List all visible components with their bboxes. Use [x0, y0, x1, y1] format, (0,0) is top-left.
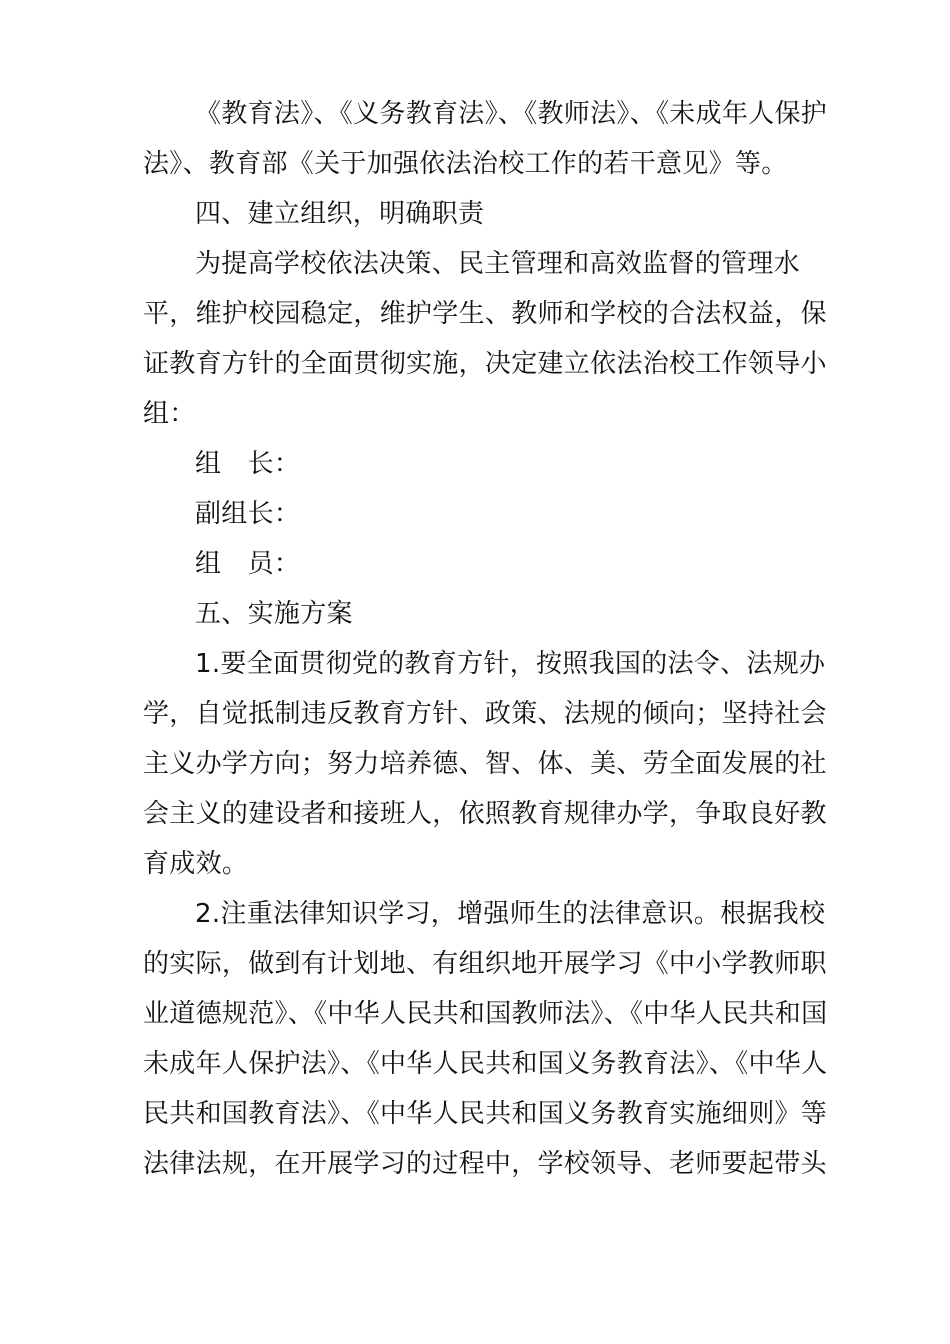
paragraph-line: 主义办学方向；努力培养德、智、体、美、劳全面发展的社	[143, 749, 827, 779]
paragraph-line: 2.注重法律知识学习，增强师生的法律意识。根据我校	[195, 899, 826, 929]
paragraph-line: 平，维护校园稳定，维护学生、教师和学校的合法权益，保	[143, 299, 827, 329]
paragraph-line: 业道德规范》、《中华人民共和国教师法》、《中华人民共和国	[143, 999, 828, 1029]
paragraph-line: 会主义的建设者和接班人，依照教育规律办学，争取良好教	[143, 799, 827, 829]
role-leader-label: 组 长：	[195, 449, 301, 479]
role-members	[0, 539, 950, 589]
paragraph-line: 法》、教育部《关于加强依法治校工作的若干意见》等。	[143, 149, 788, 179]
paragraph-line: 证教育方针的全面贯彻实施，决定建立依法治校工作领导小	[143, 349, 827, 379]
role-members-label: 组 员：	[195, 549, 301, 579]
paragraph-line: 的实际，做到有计划地、有组织地开展学习《中小学教师职	[143, 949, 827, 979]
paragraph-line: 育成效。	[143, 849, 249, 879]
paragraph-line: 未成年人保护法》、《中华人民共和国义务教育法》、《中华人	[143, 1049, 828, 1079]
section-heading-4: 四、建立组织，明确职责	[195, 199, 485, 229]
paragraph-line: 1.要全面贯彻党的教育方针，按照我国的法令、法规办	[195, 649, 826, 679]
paragraph-line: 法律法规，在开展学习的过程中，学校领导、老师要起带头	[143, 1149, 827, 1179]
section-heading-5: 五、实施方案	[195, 599, 353, 629]
paragraph-line: 组：	[143, 399, 196, 429]
paragraph-line: 《教育法》、《义务教育法》、《教师法》、《未成年人保护	[195, 99, 828, 129]
role-deputy-label: 副组长：	[195, 499, 301, 529]
role-deputy	[0, 489, 950, 539]
paragraph-line: 学，自觉抵制违反教育方针、政策、法规的倾向；坚持社会	[143, 699, 827, 729]
role-leader	[0, 439, 950, 489]
paragraph-line: 为提高学校依法决策、民主管理和高效监督的管理水	[195, 249, 800, 279]
paragraph-line: 民共和国教育法》、《中华人民共和国义务教育实施细则》等	[143, 1099, 828, 1129]
